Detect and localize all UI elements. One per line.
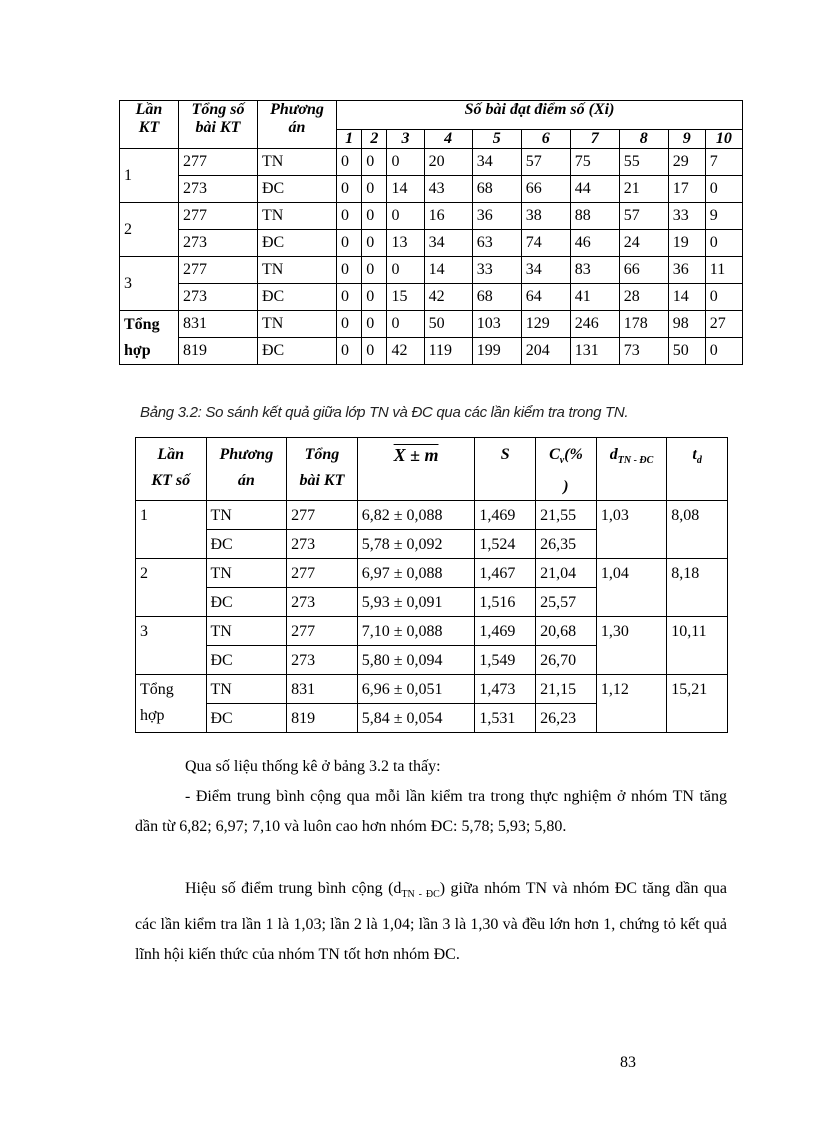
mean-cell: 5,80 ± 0,094 — [357, 646, 475, 675]
total-cell: 831 — [287, 675, 358, 704]
value-cell: 68 — [472, 284, 521, 311]
test-label-cell — [136, 559, 207, 617]
method-cell: ĐC — [258, 338, 337, 365]
value-cell: 199 — [472, 338, 521, 365]
header-phuong-an-line2: án — [288, 119, 306, 136]
mean-cell: 6,96 ± 0,051 — [357, 675, 475, 704]
value-cell: 119 — [424, 338, 472, 365]
paragraph-difference — [135, 874, 727, 970]
mean-cell: 5,84 ± 0,054 — [357, 704, 475, 733]
total-cell: 273 — [179, 284, 258, 311]
header-tong-so-line1: Tổng số — [191, 101, 245, 118]
total-cell: 819 — [179, 338, 258, 365]
value-cell: 0 — [362, 257, 387, 284]
header-d-sub: TN - ĐC — [617, 455, 654, 467]
value-cell: 0 — [387, 257, 424, 284]
value-cell: 34 — [424, 230, 472, 257]
value-cell: 24 — [619, 230, 668, 257]
header-pa-line2: án — [237, 472, 255, 489]
score-header-2: 2 — [362, 130, 387, 149]
total-cell: 277 — [287, 617, 358, 646]
value-cell: 14 — [668, 284, 705, 311]
value-cell: 178 — [619, 311, 668, 338]
header-mean-label: X ± m — [393, 445, 439, 465]
score-header-1: 1 — [337, 130, 362, 149]
table2-header-row — [136, 438, 728, 501]
header-phuong-an-line1: Phương — [270, 101, 324, 118]
s-cell: 1,473 — [475, 675, 536, 704]
value-cell: 34 — [521, 257, 570, 284]
value-cell: 0 — [337, 230, 362, 257]
test-label: 1 — [140, 507, 148, 525]
value-cell: 66 — [521, 176, 570, 203]
value-cell: 9 — [705, 203, 742, 230]
total-cell: 277 — [287, 559, 358, 588]
s-cell: 1,469 — [475, 617, 536, 646]
paragraph-mean-scores: - Điểm trung bình cộng qua mỗi lần kiểm tra trong thực nghiệm ở nhóm TN tăng dần từ 6,82; 6,97; 7,10 và luôn cao hơn nhóm ĐC: 5,78; 5,93; 5,80. — [135, 788, 727, 835]
cv-cell: 21,55 — [536, 501, 597, 530]
header-tong-line2: bài KT — [299, 472, 345, 489]
value-cell: 0 — [387, 149, 424, 176]
header-tong-line1: Tổng — [304, 446, 340, 463]
s-cell: 1,469 — [475, 501, 536, 530]
value-cell: 0 — [337, 338, 362, 365]
value-cell: 0 — [337, 284, 362, 311]
value-cell: 204 — [521, 338, 570, 365]
method-cell: TN — [206, 675, 287, 704]
value-cell: 0 — [362, 203, 387, 230]
header-cv — [536, 438, 597, 501]
header-cv-rest2: ) — [563, 478, 569, 496]
test-label: 2 — [124, 220, 132, 238]
value-cell: 0 — [705, 230, 742, 257]
value-cell: 33 — [472, 257, 521, 284]
value-cell: 13 — [387, 230, 424, 257]
header-mean — [357, 438, 475, 501]
table-row — [120, 230, 743, 257]
value-cell: 29 — [668, 149, 705, 176]
test-label-line2: hợp — [140, 707, 165, 725]
mean-cell: 5,78 ± 0,092 — [357, 530, 475, 559]
value-cell: 57 — [521, 149, 570, 176]
value-cell: 14 — [387, 176, 424, 203]
test-label-cell — [136, 501, 207, 559]
s-cell: 1,549 — [475, 646, 536, 675]
value-cell: 0 — [387, 311, 424, 338]
test-label-cell — [136, 617, 207, 675]
table-row — [136, 501, 728, 530]
cv-cell: 20,68 — [536, 617, 597, 646]
value-cell: 50 — [668, 338, 705, 365]
value-cell: 0 — [362, 149, 387, 176]
d-cell: 1,03 — [596, 501, 666, 559]
value-cell: 15 — [387, 284, 424, 311]
value-cell: 0 — [362, 338, 387, 365]
test-label-cell — [120, 257, 179, 311]
method-cell: TN — [258, 203, 337, 230]
value-cell: 0 — [705, 176, 742, 203]
header-lan-kt — [120, 101, 179, 149]
test-label-cell — [120, 311, 179, 365]
value-cell: 42 — [424, 284, 472, 311]
value-cell: 74 — [521, 230, 570, 257]
table-row — [120, 311, 743, 338]
method-cell: TN — [258, 149, 337, 176]
value-cell: 36 — [472, 203, 521, 230]
total-cell: 277 — [179, 149, 258, 176]
test-label-cell — [136, 675, 207, 733]
score-header-4: 4 — [424, 130, 472, 149]
header-t-main: t — [692, 446, 697, 463]
header-tong-so-line2: bài KT — [195, 119, 241, 136]
value-cell: 88 — [570, 203, 619, 230]
table-caption: Bảng 3.2: So sánh kết quả giữa lớp TN và ĐC qua các lần kiểm tra trong TN. — [140, 404, 629, 421]
value-cell: 27 — [705, 311, 742, 338]
score-header-7: 7 — [570, 130, 619, 149]
method-cell: ĐC — [206, 704, 287, 733]
value-cell: 131 — [570, 338, 619, 365]
header-lan-kt-line2: KT — [138, 119, 160, 136]
total-cell: 819 — [287, 704, 358, 733]
paragraph-difference-sub: TN - ĐC — [401, 889, 440, 901]
method-cell: TN — [206, 559, 287, 588]
value-cell: 0 — [337, 176, 362, 203]
table1-header-row-1 — [120, 101, 743, 130]
page-number: 83 — [620, 1054, 636, 1071]
s-cell: 1,524 — [475, 530, 536, 559]
value-cell: 19 — [668, 230, 705, 257]
score-header-6: 6 — [521, 130, 570, 149]
header-d — [596, 438, 666, 501]
table2-body — [136, 501, 728, 733]
value-cell: 66 — [619, 257, 668, 284]
score-header-8: 8 — [619, 130, 668, 149]
value-cell: 16 — [424, 203, 472, 230]
d-cell: 1,30 — [596, 617, 666, 675]
method-cell: ĐC — [258, 230, 337, 257]
table-row — [120, 149, 743, 176]
d-cell: 1,12 — [596, 675, 666, 733]
method-cell: TN — [258, 311, 337, 338]
value-cell: 83 — [570, 257, 619, 284]
total-cell: 277 — [179, 257, 258, 284]
table-row — [120, 284, 743, 311]
value-cell: 43 — [424, 176, 472, 203]
header-lan-kt-line1: Lần — [135, 101, 163, 118]
header-lan-line2: KT số — [151, 472, 191, 489]
value-cell: 73 — [619, 338, 668, 365]
value-cell: 14 — [424, 257, 472, 284]
value-cell: 0 — [337, 203, 362, 230]
s-cell: 1,516 — [475, 588, 536, 617]
score-header-5: 5 — [472, 130, 521, 149]
value-cell: 55 — [619, 149, 668, 176]
value-cell: 246 — [570, 311, 619, 338]
test-label: 3 — [140, 623, 148, 641]
cv-cell: 26,23 — [536, 704, 597, 733]
header-tong-so — [179, 101, 258, 149]
test-label-line1: Tổng — [124, 315, 160, 333]
test-label: 1 — [124, 166, 132, 184]
value-cell: 0 — [337, 311, 362, 338]
score-header-9: 9 — [668, 130, 705, 149]
table1-body — [120, 149, 743, 365]
header-s: S — [475, 438, 536, 501]
value-cell: 0 — [362, 284, 387, 311]
method-cell: ĐC — [206, 588, 287, 617]
cv-cell: 21,04 — [536, 559, 597, 588]
total-cell: 273 — [287, 646, 358, 675]
test-label-line2: hợp — [124, 341, 151, 359]
value-cell: 17 — [668, 176, 705, 203]
value-cell: 0 — [362, 176, 387, 203]
total-cell: 273 — [287, 530, 358, 559]
method-cell: TN — [206, 501, 287, 530]
value-cell: 44 — [570, 176, 619, 203]
total-cell: 273 — [287, 588, 358, 617]
paragraph-difference-part2: ) giữa nhóm TN và nhóm ĐC tăng dần qua các lần kiểm tra lần 1 là 1,03; lần 2 là 1,04; lần 3 là 1,30 và đều lớn hơn 1, chứng tỏ kết quả lĩnh hội kiến thức của nhóm TN tốt hơn nhóm ĐC. — [135, 880, 727, 964]
table-row — [136, 617, 728, 646]
value-cell: 68 — [472, 176, 521, 203]
header-phuong-an — [258, 101, 337, 149]
total-cell: 273 — [179, 176, 258, 203]
cv-cell: 26,35 — [536, 530, 597, 559]
value-cell: 21 — [619, 176, 668, 203]
value-cell: 75 — [570, 149, 619, 176]
test-label-cell — [120, 149, 179, 203]
value-cell: 63 — [472, 230, 521, 257]
score-header-10: 10 — [705, 130, 742, 149]
header-pa-line1: Phương — [219, 446, 274, 463]
value-cell: 57 — [619, 203, 668, 230]
table-row — [120, 338, 743, 365]
cv-cell: 25,57 — [536, 588, 597, 617]
t-cell: 15,21 — [667, 675, 728, 733]
value-cell: 20 — [424, 149, 472, 176]
header-cv-sub: v — [559, 455, 565, 467]
header-phuong-an — [206, 438, 287, 501]
value-cell: 0 — [337, 257, 362, 284]
value-cell: 46 — [570, 230, 619, 257]
value-cell: 41 — [570, 284, 619, 311]
method-cell: TN — [258, 257, 337, 284]
value-cell: 0 — [705, 338, 742, 365]
value-cell: 11 — [705, 257, 742, 284]
value-cell: 34 — [472, 149, 521, 176]
t-cell: 8,08 — [667, 501, 728, 559]
comparison-table — [135, 437, 728, 733]
method-cell: ĐC — [206, 646, 287, 675]
method-cell: ĐC — [258, 176, 337, 203]
t-cell: 10,11 — [667, 617, 728, 675]
value-cell: 36 — [668, 257, 705, 284]
table-row — [136, 675, 728, 704]
value-cell: 0 — [362, 230, 387, 257]
value-cell: 42 — [387, 338, 424, 365]
method-cell: ĐC — [258, 284, 337, 311]
value-cell: 28 — [619, 284, 668, 311]
value-cell: 98 — [668, 311, 705, 338]
d-cell: 1,04 — [596, 559, 666, 617]
paragraph-intro: Qua số liệu thống kê ở bảng 3.2 ta thấy: — [185, 758, 441, 775]
header-tong-bai — [287, 438, 358, 501]
t-cell: 8,18 — [667, 559, 728, 617]
test-label: 2 — [140, 565, 148, 583]
total-cell: 277 — [179, 203, 258, 230]
value-cell: 0 — [387, 203, 424, 230]
header-lan-line1: Lần — [157, 446, 185, 463]
table-row — [136, 559, 728, 588]
header-cv-rest1: (% — [564, 446, 583, 463]
value-cell: 129 — [521, 311, 570, 338]
mean-cell: 7,10 ± 0,088 — [357, 617, 475, 646]
table-row — [120, 176, 743, 203]
header-so-bai: Số bài đạt điểm số (Xi) — [337, 101, 743, 130]
cv-cell: 21,15 — [536, 675, 597, 704]
value-cell: 7 — [705, 149, 742, 176]
header-t-sub: d — [696, 455, 702, 467]
header-t — [667, 438, 728, 501]
table-row — [120, 203, 743, 230]
value-cell: 38 — [521, 203, 570, 230]
test-label: 3 — [124, 274, 132, 292]
method-cell: TN — [206, 617, 287, 646]
value-cell: 50 — [424, 311, 472, 338]
cv-cell: 26,70 — [536, 646, 597, 675]
test-label-cell — [120, 203, 179, 257]
header-cv-main: C — [549, 446, 560, 463]
value-cell: 64 — [521, 284, 570, 311]
total-cell: 273 — [179, 230, 258, 257]
score-header-3: 3 — [387, 130, 424, 149]
total-cell: 277 — [287, 501, 358, 530]
value-cell: 0 — [705, 284, 742, 311]
header-d-main: d — [609, 446, 618, 463]
mean-cell: 6,82 ± 0,088 — [357, 501, 475, 530]
table-row — [120, 257, 743, 284]
s-cell: 1,531 — [475, 704, 536, 733]
mean-cell: 6,97 ± 0,088 — [357, 559, 475, 588]
value-cell: 103 — [472, 311, 521, 338]
paragraph-difference-part1: Hiệu số điểm trung bình cộng (d — [185, 880, 402, 897]
score-distribution-table — [119, 100, 743, 365]
test-label-line1: Tổng — [140, 681, 174, 699]
value-cell: 33 — [668, 203, 705, 230]
total-cell: 831 — [179, 311, 258, 338]
method-cell: ĐC — [206, 530, 287, 559]
header-lan-kt-so — [136, 438, 207, 501]
s-cell: 1,467 — [475, 559, 536, 588]
mean-cell: 5,93 ± 0,091 — [357, 588, 475, 617]
value-cell: 0 — [337, 149, 362, 176]
value-cell: 0 — [362, 311, 387, 338]
